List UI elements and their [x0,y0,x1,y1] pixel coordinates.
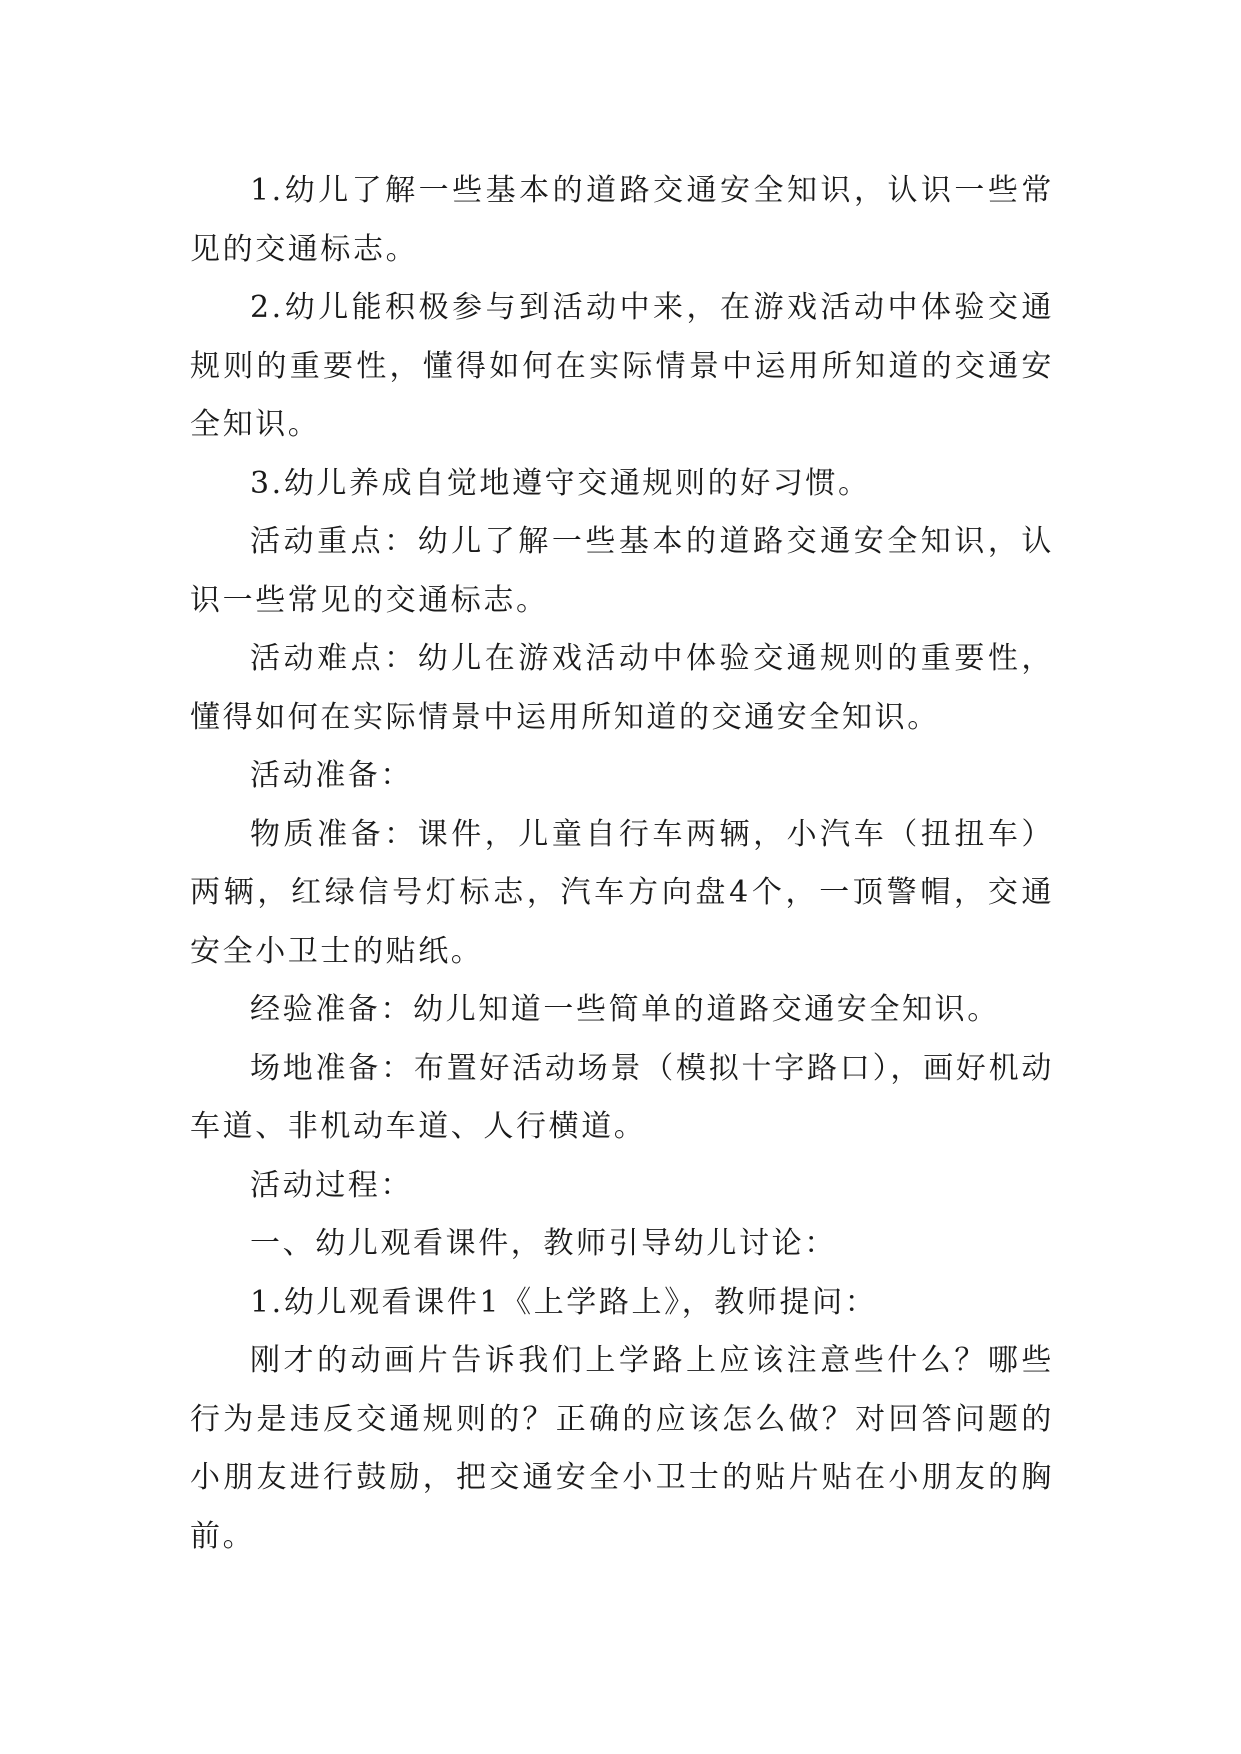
process-heading: 活动过程： [250,1167,413,1203]
venue-preparation-paragraph: 场地准备：布置好活动场景（模拟十字路口），画好机动车道、非机动车道、人行横道。 [190,1050,1054,1144]
step-one-heading: 一、幼儿观看课件，教师引导幼儿讨论： [250,1226,837,1261]
objective-1-paragraph: 1.幼儿了解一些基本的道路交通安全知识，认识一些常见的交通标志。 [190,173,1054,267]
difficulty-paragraph: 活动难点：幼儿在游戏活动中体验交通规则的重要性，懂得如何在实际情景中运用所知道的交通安全知识。 [190,641,1054,735]
objective-3-paragraph: 3.幼儿养成自觉地遵守交通规则的好习惯。 [250,465,871,501]
discussion-paragraph: 刚才的动画片告诉我们上学路上应该注意些什么？哪些行为是违反交通规则的？正确的应该怎么做？对回答问题的小朋友进行鼓励，把交通安全小卫士的贴片贴在小朋友的胸前。 [190,1343,1054,1554]
material-preparation-paragraph: 物质准备：课件，儿童自行车两辆，小汽车（扭扭车）两辆，红绿信号灯标志，汽车方向盘4个，一顶警帽，交通安全小卫士的贴纸。 [190,816,1054,969]
preparation-heading: 活动准备： [250,758,413,793]
step-one-item-1: 1.幼儿观看课件1《上学路上》，教师提问： [250,1284,878,1320]
objective-2-paragraph: 2.幼儿能积极参与到活动中来，在游戏活动中体验交通规则的重要性，懂得如何在实际情景中运用所知道的交通安全知识。 [190,290,1054,442]
document-body [190,162,1054,1566]
key-point-paragraph: 活动重点：幼儿了解一些基本的道路交通安全知识，认识一些常见的交通标志。 [190,524,1054,618]
experience-preparation-paragraph: 经验准备：幼儿知道一些简单的道路交通安全知识。 [250,992,1000,1027]
